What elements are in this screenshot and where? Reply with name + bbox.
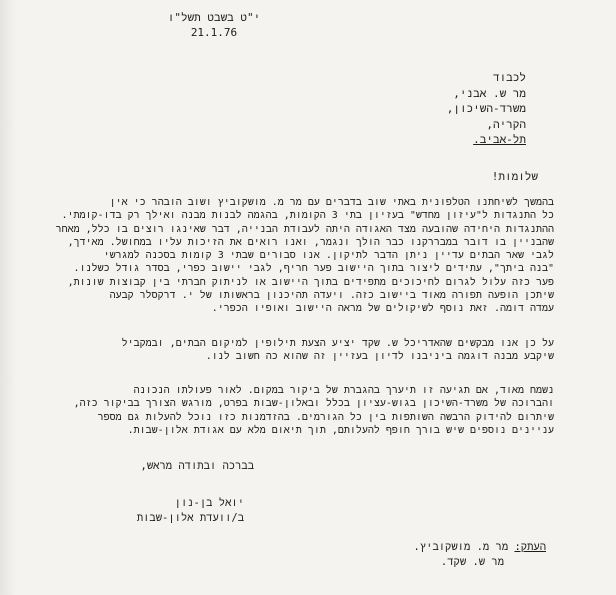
greeting: שלומות! (491, 170, 538, 183)
paragraph-3 (46, 384, 554, 437)
closing: בברכה ובתודה מראש, (140, 460, 254, 472)
text-line: עניינים נוספים שיש בורך חופף להעלותם, תוך תיאום מלא עם אגודת אלון-שבות. (127, 424, 554, 436)
cc-line (414, 555, 546, 570)
text-line: בהמשך לשיחתנו הטלפונית באתי שוב בדברים עם מר מ. מושקוביץ ושוב הובהר כי אין (109, 197, 554, 208)
text-line: פער כזה עלול לגרום לחיכוכים מתפידים בתוך היישוב או לניתוק חברתי בין קבוצות שונות, (67, 276, 554, 288)
paragraph-2 (46, 337, 554, 364)
text-line: ההתנגדות היחידה שהובעה מצד האגודה היתה לעבודת הבנייה, דבר שאינגו רוצים בו כלל, מאחר (55, 223, 554, 235)
recipient-line: תל-אביב. (473, 133, 526, 146)
signature-role: ב/וועדת אלון-שבות (136, 512, 244, 524)
text-line: עמדה דומה. זאת נוסף לשיקולים של מראה היישוב ואופיו הכפרי. (211, 303, 554, 315)
recipient-line: לכבוד (492, 71, 526, 84)
text-line: שהבניין בו דובר במבררקנו כבר הולך ונגמר, ואנו רואים את הזיכות עליו במחושל. מאידך, (67, 236, 554, 248)
text-line: לגבי שאר הבתים עדיין ניתן הדבר לתיקון. אנו סבורים שבתי 3 קומות בסכנה למגרשי (103, 250, 554, 262)
paragraph-1 (46, 196, 554, 316)
page-edge-shadow (0, 0, 16, 595)
text-line: נשמח מאוד, אם תגיעה זו תיערך בהגברת של ביקור במקום. לאור פעולתו הנכונה (133, 385, 554, 396)
recipient-address (326, 70, 526, 148)
text-line: על כן אנו מבקשים שהאדריכל ש. שקד יציע הצעת תילופין למיקום הבתים, ובמקביל (121, 338, 554, 349)
text-line: "בנה ביתך", עתידים ליצור בתוך היישוב פער חריף, לגבי יישוב כפרי, בסדר גודל כשלנו. (73, 263, 554, 275)
signature-block (137, 496, 244, 526)
text-line: שיתרום להידוק הרבשה השותפות בין כל הגורמים. בהזדמנות כזו נוכל להעלות גם מספר (97, 411, 554, 423)
recipient-line: מר ש. אבני, (453, 86, 526, 100)
gregorian-date: 21.1.76 (190, 26, 238, 39)
letter-date (144, 10, 284, 40)
recipient-line: הקריה, (486, 117, 526, 131)
text-line: והברוכה של משרד-השיכון בגוש-עציון בכלל ובאלון-שבות בפרט, מורגש הצורך בביקור כזה, (73, 398, 554, 410)
cc-line (414, 540, 546, 555)
cc-recipient: מר מ. מושקוביץ. (413, 541, 509, 553)
cc-block (414, 540, 546, 570)
text-line: שיקבע מבנה דוגמה ביניבנו לדיון בעזיין זה שהוא כה חשוב לנו. (205, 351, 554, 363)
cc-label: העתק: (514, 541, 546, 553)
text-line: כל התנגדות ל"עיזון מחדש" בעזיון בתי 3 הקומות, בהגמה לבנות מבנה ואילך רק בדו-קומתי. (61, 210, 554, 222)
text-line: שיתכן הופעה תפורה מאוד ביישוב כזה. ויעדה תהיכנון בראשותו של י. דרקסלר קבעה (109, 290, 554, 302)
signature-name: יואל בן-נון (174, 497, 244, 509)
cc-recipient: מר ש. שקד. (440, 556, 504, 568)
recipient-line: משרד-השיכון, (446, 102, 526, 115)
hebrew-date: י"ט בשבט תשל"ו (167, 11, 261, 24)
